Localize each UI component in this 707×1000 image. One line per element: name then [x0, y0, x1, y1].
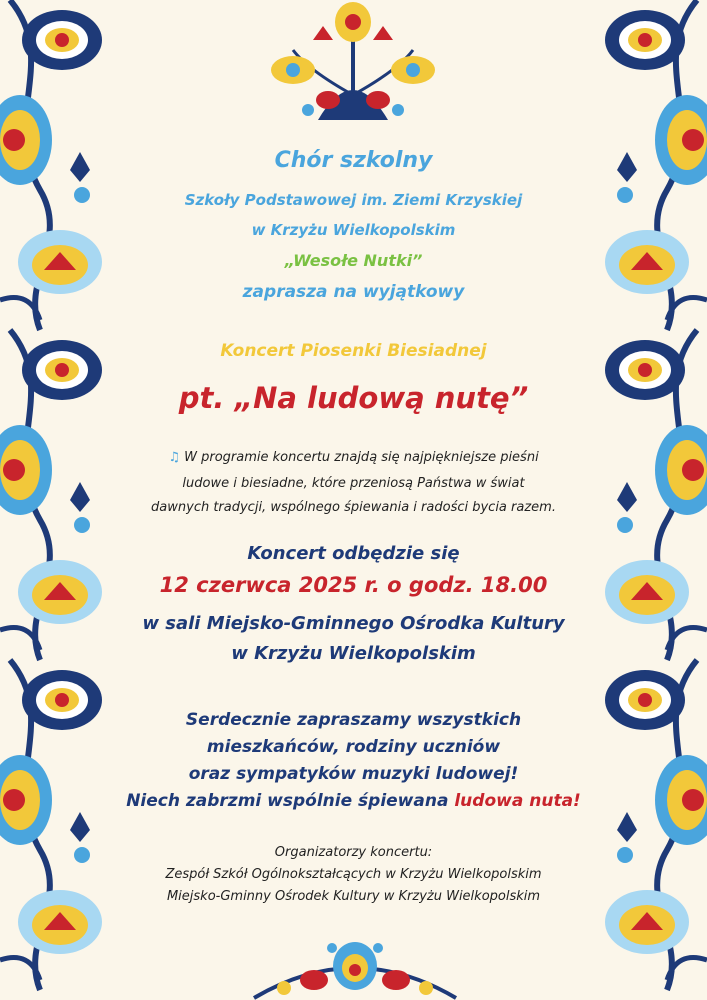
- invite-line-3: oraz sympatyków muzyki ludowej!: [188, 764, 519, 784]
- music-notes-icon: ♫: [168, 450, 180, 465]
- event-datetime: 12 czerwca 2025 r. o godz. 18.00: [159, 573, 548, 597]
- invitation-intro: zaprasza na wyjątkowy: [242, 282, 465, 302]
- choir-name: „Wesołe Nutki”: [284, 251, 423, 270]
- right-folk-border: [599, 0, 707, 1000]
- event-venue-1: w sali Miejsko-Gminnego Ośrodka Kultury: [142, 613, 565, 634]
- highlight-ludowa-nuta: ludowa nuta!: [454, 791, 581, 811]
- folk-flowers-left-icon: [0, 0, 108, 1000]
- program-line-1: ♫ W programie koncertu znajdą się najpiękniejsze pieśni: [168, 450, 539, 465]
- poster-content: [110, 0, 597, 1000]
- invite-line-4: Niech zabrzmi wspólnie śpiewana ludowa nuta!: [126, 791, 581, 811]
- left-folk-border: [0, 0, 108, 1000]
- program-line-3: dawnych tradycji, wspólnego śpiewania i radości bycia razem.: [151, 500, 556, 515]
- event-intro: Koncert odbędzie się: [247, 543, 460, 564]
- event-venue-2: w Krzyżu Wielkopolskim: [231, 643, 476, 664]
- program-line-2: ludowe i biesiadne, które przeniosą Państwa w świat: [182, 476, 525, 491]
- school-location: w Krzyżu Wielkopolskim: [251, 221, 456, 239]
- invite-line-1: Serdecznie zapraszamy wszystkich: [185, 710, 522, 730]
- organizer-2: Miejsko-Gminny Ośrodek Kultury w Krzyżu Wielkopolskim: [166, 889, 541, 904]
- choir-title: Chór szkolny: [274, 148, 433, 173]
- concert-title: pt. „Na ludową nutę”: [178, 381, 529, 415]
- school-name: Szkoły Podstawowej im. Ziemi Krzyskiej: [184, 191, 523, 209]
- invite-line-2: mieszkańców, rodziny uczniów: [206, 737, 501, 757]
- folk-flowers-right-icon: [599, 0, 707, 1000]
- concert-type: Koncert Piosenki Biesiadnej: [220, 341, 487, 361]
- organizer-1: Zespół Szkół Ogólnokształcących w Krzyżu Wielkopolskim: [165, 867, 542, 882]
- organizers-heading: Organizatorzy koncertu:: [274, 845, 433, 860]
